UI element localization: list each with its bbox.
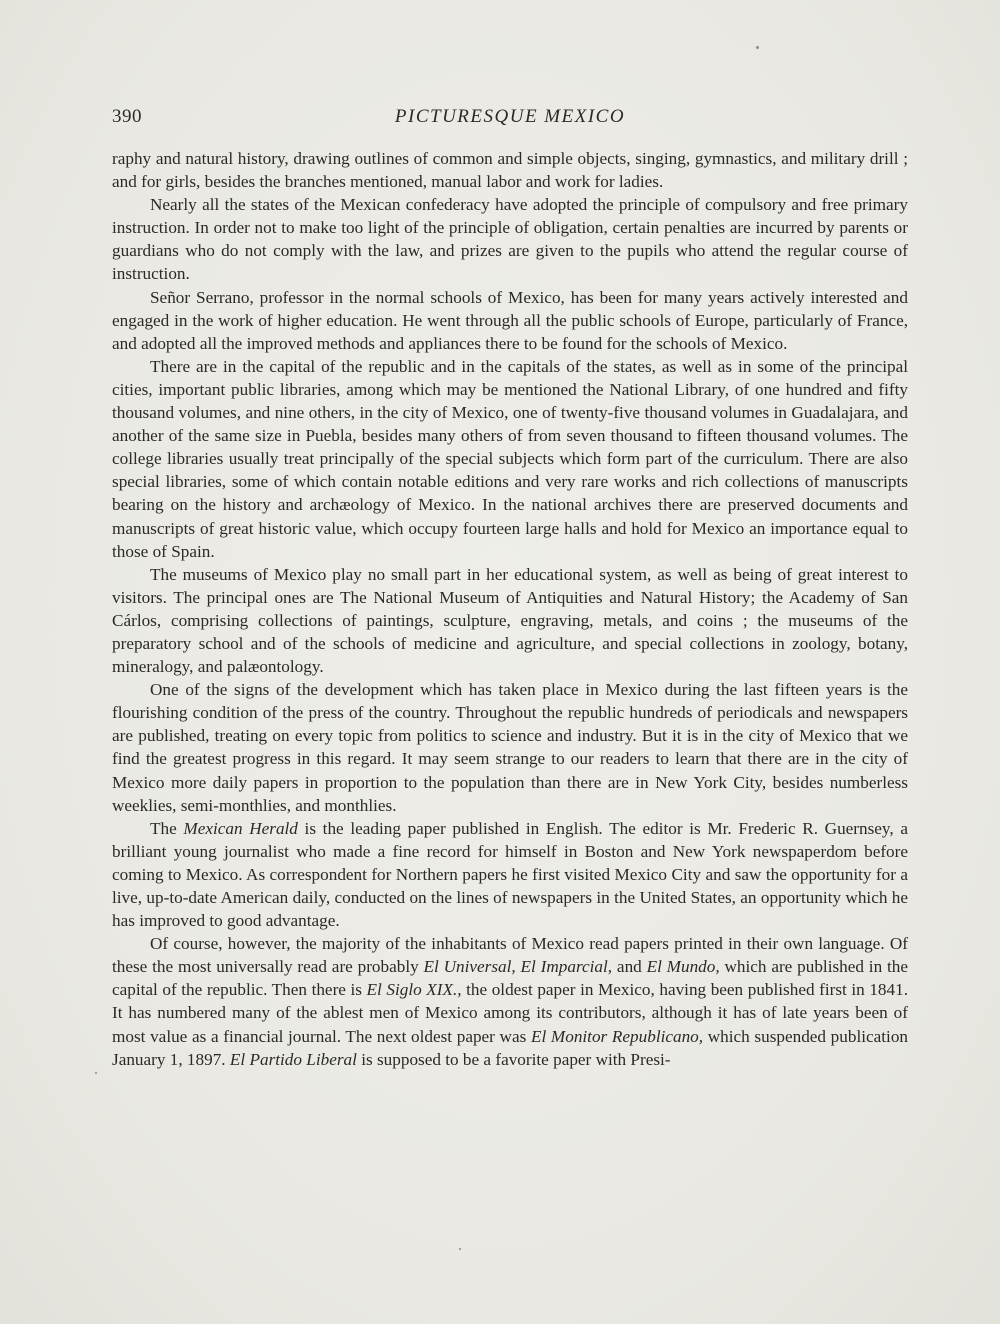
text-run: which suspended publication January 1, 1897. <box>112 1026 909 1069</box>
text-run: the oldest paper in Mexico, having been published first in 1841. It has numbered many of the ablest men of Mexico among its contributors, although it has of late years been of most value as a financial journal. The next oldest paper was <box>112 980 908 1046</box>
italic-title: El Mundo, <box>646 957 720 977</box>
text-run: is supposed to be a favorite paper with Presi- <box>356 1049 671 1069</box>
text-run: is the leading paper published in English. The editor is Mr. Frederic R. Guernsey, a brilliant young journalist who made a fine record for himself in Boston and New York newspaperdom before coming to Mexico. As correspondent for Northern papers he first visited Mexico City and saw the opportunity for a live, up-to-date American daily, conducted on the lines of newspapers in the United States, an opportunity which he has improved to good advantage. <box>112 818 908 931</box>
paragraph <box>112 355 908 563</box>
paragraph <box>112 563 908 678</box>
text-run: Of course, however, the majority of the inhabitants of Mexico read papers printed in their own language. Of these the most universally read are probably <box>112 934 908 977</box>
page-header <box>112 106 908 132</box>
text-run: which are published in the capital of the republic. Then there is <box>112 957 908 1000</box>
paragraph-continuation <box>112 147 908 193</box>
text-run: The museums of Mexico play no small part in her educational system, as well as being of great interest to visitors. The principal ones are The National Museum of Antiquities and Natural History; the Academy of San Cárlos, comprising collections of paintings, sculpture, engraving, metals, and coins ; the museums of the preparatory school and of the schools of medicine and agriculture, and special collections in zoology, botany, mineralogy, and palæontology. <box>112 564 908 677</box>
paragraph <box>112 193 908 285</box>
paragraph <box>112 678 908 817</box>
italic-title: El Siglo XIX., <box>366 980 462 1000</box>
paper-speck <box>459 1248 461 1250</box>
text-run: Señor Serrano, professor in the normal schools of Mexico, has been for many years actively interested and engaged in the work of higher education. He went through all the public schools of Europe, particularly of France, and adopted all the improved methods and appliances there to be found for the schools of Mexico. <box>112 287 908 353</box>
italic-title: El Universal, El Imparcial, <box>423 957 613 977</box>
running-title: PICTURESQUE MEXICO <box>394 106 626 127</box>
text-run: raphy and natural history, drawing outlines of common and simple objects, singing, gymnastics, and military drill ; and for girls, besides the branches mentioned, manual labor and work for ladies. <box>112 149 908 192</box>
paper-speck <box>95 1072 97 1074</box>
text-run: and <box>612 957 647 977</box>
paragraph <box>112 817 908 932</box>
page-number: 390 <box>112 106 142 127</box>
text-run: The <box>150 818 184 838</box>
paragraph <box>112 286 908 355</box>
text-run: One of the signs of the development which has taken place in Mexico during the last fifteen years is the flourishing condition of the press of the country. Throughout the republic hundreds of periodicals and newspapers are published, treating on every topic from politics to science and industry. But it is in the city of Mexico that we find the greatest progress in this regard. It may seem strange to our readers to learn that there are in the city of Mexico more daily papers in proportion to the population than there are in New York City, besides numberless weeklies, semi-monthlies, and monthlies. <box>112 680 908 815</box>
text-run: There are in the capital of the republic and in the capitals of the states, as well as in some of the principal cities, important public libraries, among which may be mentioned the National Library, of one hundred and fifty thousand volumes, and nine others, in the city of Mexico, one of twenty-five thousand volumes in Guadalajara, and another of the same size in Puebla, besides many others of from seven thousand to fifteen thousand volumes. The college libraries usually treat principally of the special subjects which form part of the curriculum. There are also special libraries, some of which contain notable editions and very rare works and rich collections of manuscripts bearing on the history and archæology of Mexico. In the national archives there are preserved documents and manuscripts of great historic value, which occupy fourteen large halls and hold for Mexico an importance equal to those of Spain. <box>112 356 908 561</box>
text-run: Nearly all the states of the Mexican confederacy have adopted the principle of compulsory and free primary instruction. In order not to make too light of the principle of obligation, certain penalties are incurred by parents or guardians who do not comply with the law, and prizes are given to the pupils who attend the regular course of instruction. <box>112 195 908 284</box>
italic-title: El Partido Liberal <box>229 1049 357 1069</box>
paragraph <box>112 932 908 1071</box>
italic-title: Mexican Herald <box>183 818 298 838</box>
paper-speck <box>756 46 759 49</box>
body-text <box>112 147 908 1071</box>
italic-title: El Monitor Republicano, <box>530 1026 704 1046</box>
